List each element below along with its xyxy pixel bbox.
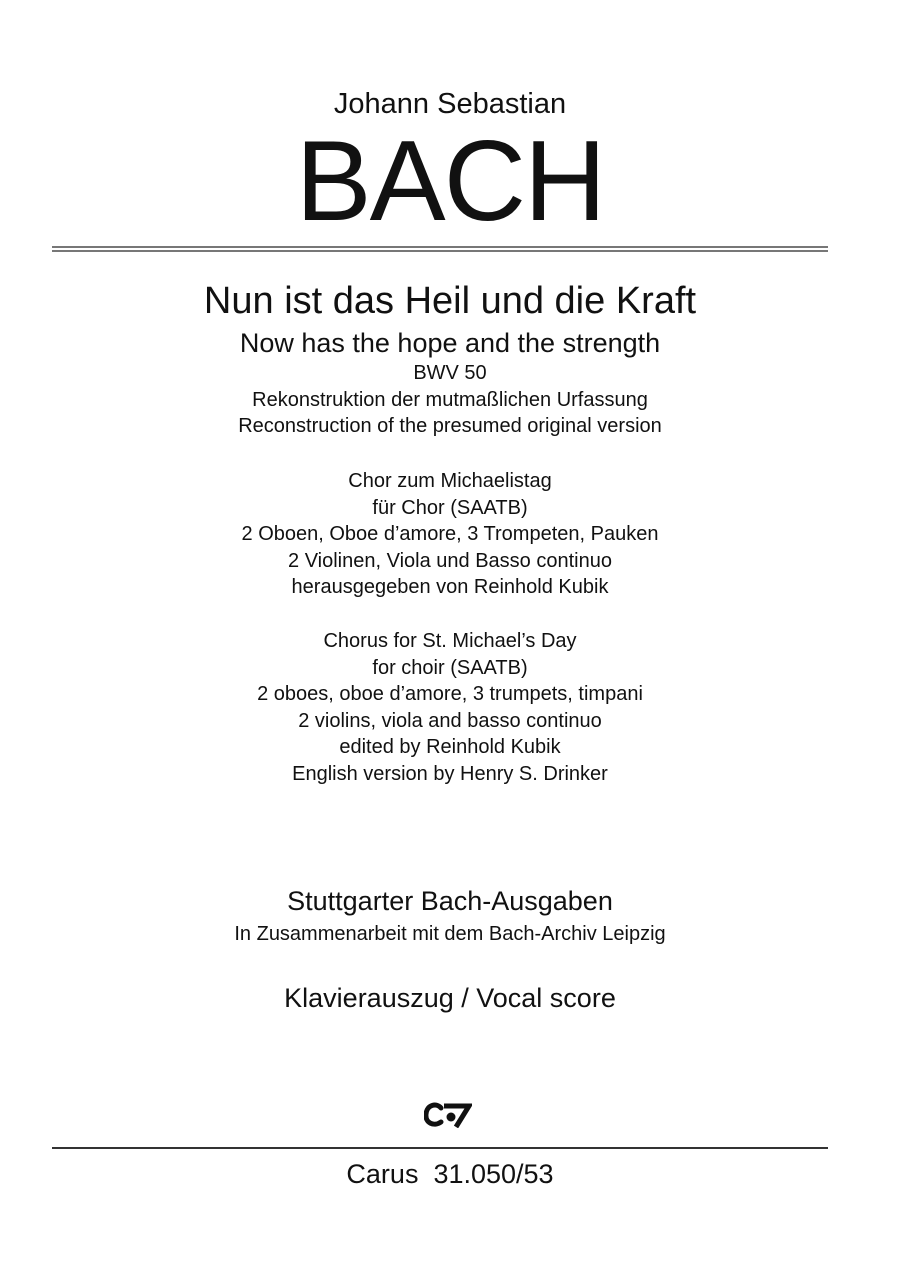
description-line: für Chor (SAATB) bbox=[372, 496, 528, 519]
bottom-divider bbox=[52, 1147, 828, 1149]
series-subtitle: In Zusammenarbeit mit dem Bach-Archiv Leipzig bbox=[234, 923, 666, 945]
edition-type: Klavierauszug / Vocal score bbox=[284, 983, 616, 1013]
description-line: Chor zum Michaelistag bbox=[348, 470, 552, 492]
carus-logo-icon bbox=[424, 1102, 472, 1128]
german-description-block bbox=[0, 468, 900, 601]
description-line: 2 oboes, oboe d’amore, 3 trumpets, timpani bbox=[257, 683, 643, 706]
work-title-german: Nun ist das Heil und die Kraft bbox=[203, 280, 697, 322]
work-info-block bbox=[0, 360, 900, 440]
double-divider bbox=[52, 246, 828, 252]
composer-first-name: Johann Sebastian bbox=[333, 88, 567, 120]
description-line: edited by Reinhold Kubik bbox=[339, 736, 561, 759]
catalog-bwv: BWV 50 bbox=[413, 362, 487, 384]
reconstruction-en: Reconstruction of the presumed original version bbox=[238, 415, 662, 438]
catalog-number: Carus 31.050/53 bbox=[346, 1159, 554, 1189]
description-line: 2 Oboen, Oboe d’amore, 3 Trompeten, Pauken bbox=[241, 523, 659, 546]
description-line: herausgegeben von Reinhold Kubik bbox=[291, 576, 609, 599]
series-title: Stuttgarter Bach-Ausgaben bbox=[287, 886, 613, 916]
description-line: for choir (SAATB) bbox=[372, 656, 528, 679]
description-line: English version by Henry S. Drinker bbox=[292, 762, 608, 785]
description-line: 2 violins, viola and basso continuo bbox=[298, 709, 602, 732]
reconstruction-de: Rekonstruktion der mutmaßlichen Urfassung bbox=[252, 388, 648, 411]
work-title-english: Now has the hope and the strength bbox=[239, 328, 661, 358]
composer-last-name: BACH bbox=[295, 118, 605, 245]
english-description-block bbox=[0, 628, 900, 788]
description-line: Chorus for St. Michael’s Day bbox=[323, 630, 577, 652]
description-line: 2 Violinen, Viola und Basso continuo bbox=[288, 549, 612, 572]
